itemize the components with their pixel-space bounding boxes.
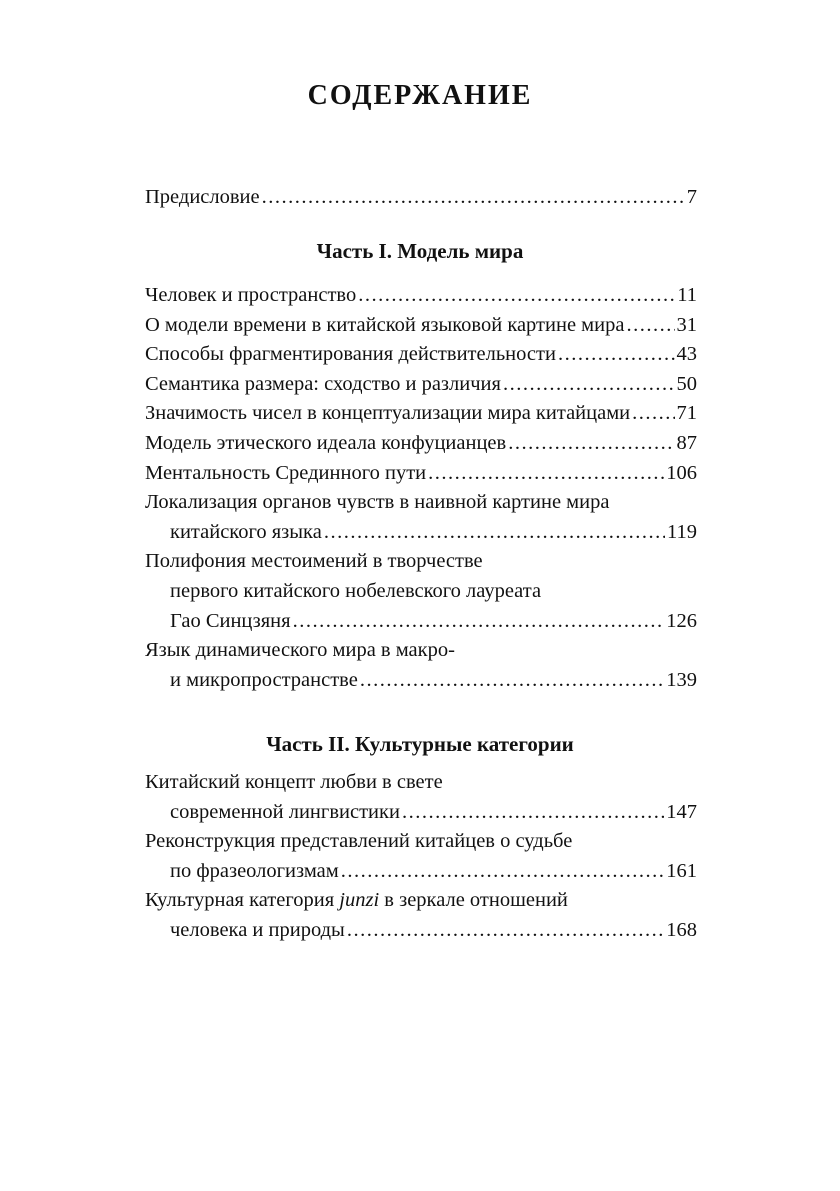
entry-line xyxy=(145,857,697,887)
entry-line xyxy=(145,459,697,489)
dot-leader xyxy=(293,607,665,637)
toc-entry[interactable] xyxy=(145,488,697,547)
entry-title-text xyxy=(170,580,541,602)
toc-entry[interactable] xyxy=(145,827,697,886)
entry-title-part: Человек и пространство xyxy=(145,284,357,306)
dot-leader xyxy=(262,183,685,213)
part-heading-1: Часть I. Модель мира xyxy=(316,239,524,263)
entry-title-part: Предисловие xyxy=(145,186,260,208)
page-number: 71 xyxy=(676,402,697,425)
entry-title-text xyxy=(145,370,501,400)
dot-leader xyxy=(632,399,674,429)
entry-title-part: китайского языка xyxy=(170,520,322,543)
page-number: 50 xyxy=(676,372,697,395)
toc-part-2 xyxy=(145,768,697,946)
entry-title-text xyxy=(170,518,322,548)
entry-title-part: Локализация органов чувств в наивной картине мира xyxy=(145,491,610,514)
dot-leader xyxy=(428,459,664,489)
toc-entry[interactable] xyxy=(145,886,697,945)
entry-line xyxy=(145,183,697,213)
dot-leader xyxy=(358,281,675,311)
entry-title-text xyxy=(145,550,483,572)
entry-title-text xyxy=(145,459,426,489)
entry-title-part: Значимость чисел в концептуализации мира китайцами xyxy=(145,402,631,425)
entry-line xyxy=(145,636,697,666)
entry-title-text xyxy=(145,281,356,311)
entry-title-text xyxy=(145,340,556,370)
dot-leader xyxy=(558,340,675,370)
entry-line xyxy=(145,886,697,916)
entry-line xyxy=(145,916,697,946)
dot-leader xyxy=(503,370,675,400)
entry-title-part: и микропространстве xyxy=(170,668,358,691)
entry-title-text xyxy=(170,666,358,696)
entry-title-text xyxy=(145,639,455,661)
page-number: 119 xyxy=(667,520,697,543)
entry-line xyxy=(145,666,697,696)
entry-line xyxy=(145,370,697,400)
entry-line xyxy=(145,607,697,637)
entry-title-part: по фразеологизмам xyxy=(170,859,339,882)
entry-title-text xyxy=(145,399,630,429)
dot-leader xyxy=(508,429,674,459)
entry-title-part: Китайский концепт любви в свете xyxy=(145,771,443,793)
entry-title-part: Реконструкция представлений китайцев о судьбе xyxy=(145,830,573,853)
entry-title-part: Язык динамического мира в макро- xyxy=(145,639,455,662)
entry-title-text xyxy=(170,916,345,946)
entry-title-text xyxy=(170,857,339,887)
toc-preface xyxy=(145,183,697,213)
entry-title-part: современной лингвистики xyxy=(170,800,400,823)
entry-line xyxy=(145,488,697,518)
toc-part-1 xyxy=(145,281,697,695)
entry-line xyxy=(145,340,697,370)
page-number: 43 xyxy=(676,343,697,366)
entry-title-part: первого китайского нобелевского лауреата xyxy=(170,579,542,602)
toc-entry[interactable] xyxy=(145,636,697,695)
page-number: 11 xyxy=(677,284,697,306)
toc-entry[interactable] xyxy=(145,370,697,400)
entry-title-part: Семантика размера: сходство и различия xyxy=(145,372,501,395)
page-number: 7 xyxy=(686,186,697,208)
toc-entry[interactable] xyxy=(145,399,697,429)
entry-line xyxy=(145,827,697,857)
entry-title-part: Способы фрагментирования действительности xyxy=(145,343,556,366)
entry-title-text xyxy=(145,311,624,341)
entry-title-part: Модель этического идеала конфуцианцев xyxy=(145,431,507,454)
entry-title-part: Полифония местоимений в творчестве xyxy=(145,550,483,573)
entry-title-text xyxy=(145,830,572,852)
page-number: 161 xyxy=(666,859,697,882)
toc-entry[interactable] xyxy=(145,281,697,311)
page-number: 139 xyxy=(666,668,697,691)
entry-title-part: О модели времени в китайской языковой картине мира xyxy=(145,313,625,336)
entry-line xyxy=(145,281,697,311)
entry-line xyxy=(145,311,697,341)
entry-line xyxy=(145,768,697,798)
page-number: 168 xyxy=(666,918,697,941)
entry-line xyxy=(145,798,697,828)
entry-line xyxy=(145,518,697,548)
toc-entry[interactable] xyxy=(145,768,697,827)
entry-title-text xyxy=(170,607,291,637)
toc-entry[interactable] xyxy=(145,459,697,489)
page-number: 147 xyxy=(666,800,697,823)
dot-leader xyxy=(347,916,664,946)
entry-line xyxy=(145,547,697,577)
entry-title-text xyxy=(145,429,506,459)
entry-title-text xyxy=(145,889,568,911)
entry-line xyxy=(145,577,697,607)
page-number: 126 xyxy=(666,609,697,632)
dot-leader xyxy=(626,311,674,341)
dot-leader xyxy=(402,798,664,828)
entry-title-part: в зеркале отношений xyxy=(379,889,568,912)
toc-entry[interactable] xyxy=(145,311,697,341)
entry-title-part: Гао Синцзяня xyxy=(170,609,291,632)
toc-entry[interactable] xyxy=(145,429,697,459)
toc-entry[interactable] xyxy=(145,183,697,213)
entry-title-part: человека и природы xyxy=(170,918,345,941)
page-number: 31 xyxy=(676,313,697,336)
toc-entry[interactable] xyxy=(145,547,697,636)
dot-leader xyxy=(360,666,664,696)
dot-leader xyxy=(341,857,665,887)
dot-leader xyxy=(324,518,665,548)
entry-title-part: junzi xyxy=(339,889,380,912)
toc-entry[interactable] xyxy=(145,340,697,370)
entry-title-text xyxy=(145,183,260,213)
entry-title-part: Ментальность Срединного пути xyxy=(145,461,427,484)
page-title: СОДЕРЖАНИЕ xyxy=(307,80,533,111)
entry-line xyxy=(145,399,697,429)
entry-title-text xyxy=(170,798,400,828)
entry-title-text xyxy=(145,771,443,793)
page-number: 106 xyxy=(666,461,697,484)
part-heading-2: Часть II. Культурные категории xyxy=(266,732,574,756)
entry-line xyxy=(145,429,697,459)
entry-title-part: Культурная категория xyxy=(145,889,340,912)
entry-title-text xyxy=(145,491,609,513)
page-number: 87 xyxy=(676,431,697,454)
